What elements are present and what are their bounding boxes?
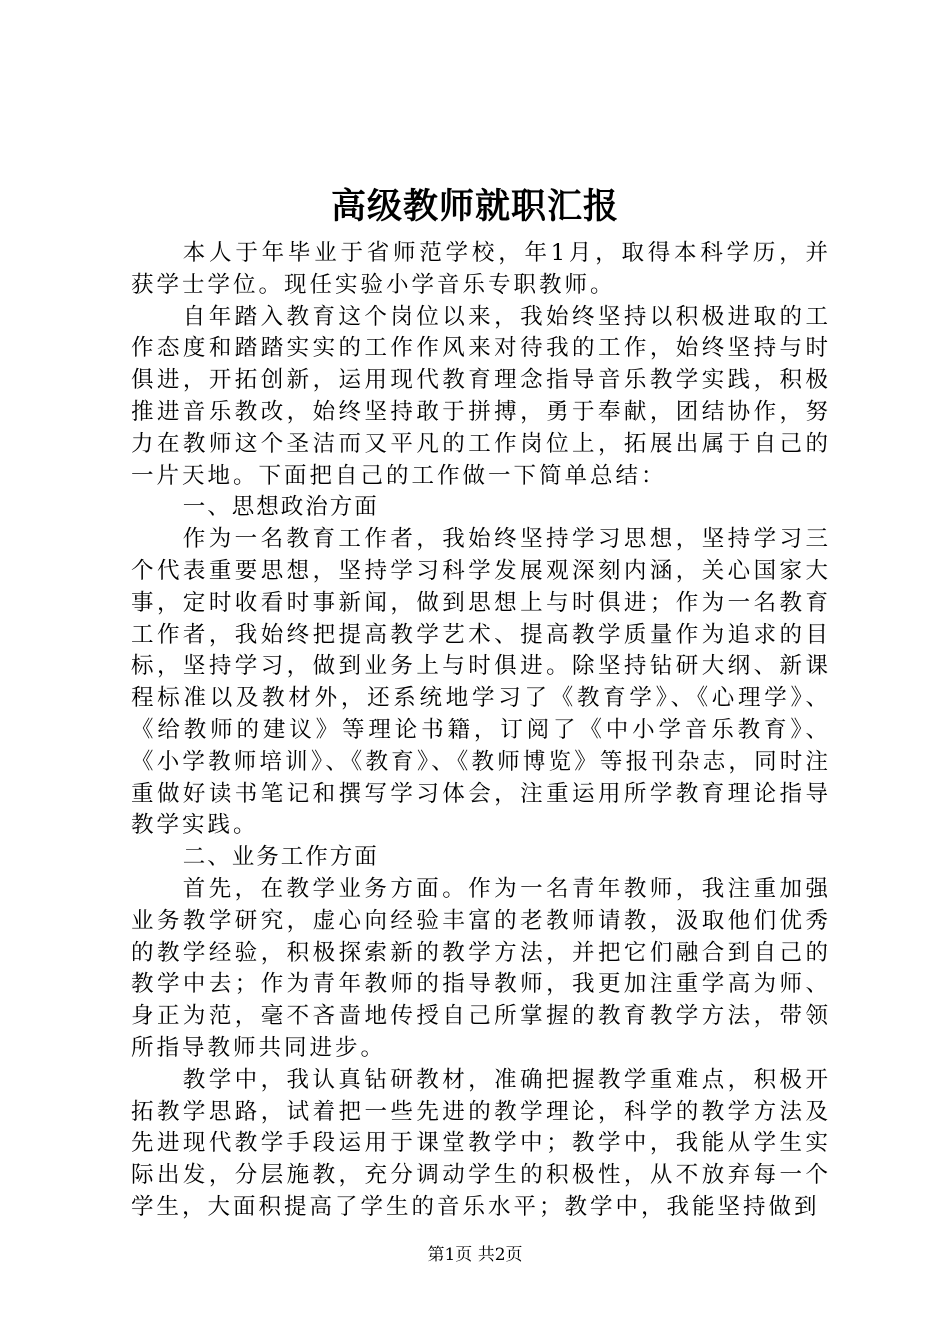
paragraph-intro: 本人于年毕业于省师范学校，年1月，取得本科学历，并获学士学位。现任实验小学音乐专职教师。: [131, 240, 831, 298]
section-heading-work: 二、业务工作方面: [182, 844, 379, 871]
paragraph-teaching-business: 首先，在教学业务方面。作为一名青年教师，我注重加强业务教学研究，虚心向经验丰富的老教师请教，汲取他们优秀的教学经验，积极探索新的教学方法，并把它们融合到自己的教学中去；作为青年教师的指导教师，我更加注重学高为师、身正为范，毫不吝啬地传授自己所掌握的教育教学方法，带领所指导教师共同进步。: [131, 875, 831, 1061]
document-title: 高级教师就职汇报: [330, 186, 619, 227]
section-heading-politics: 一、思想政治方面: [182, 494, 379, 521]
paragraph-overview: 自年踏入教育这个岗位以来，我始终坚持以积极进取的工作态度和踏踏实实的工作作风来对待我的工作，始终坚持与时俱进，开拓创新，运用现代教育理念指导音乐教学实践，积极推进音乐教改，始终坚持敢于拼搏，勇于奉献，团结协作，努力在教师这个圣洁而又平凡的工作岗位上，拓展出属于自己的一片天地。下面把自己的工作做一下简单总结：: [131, 303, 831, 489]
document-body: [131, 238, 831, 1224]
paragraph-politics: 作为一名教育工作者，我始终坚持学习思想，坚持学习三个代表重要思想，坚持学习科学发展观深刻内涵，关心国家大事，定时收看时事新闻，做到思想上与时俱进；作为一名教育工作者，我始终把提高教学艺术、提高教学质量作为追求的目标，坚持学习，做到业务上与时俱进。除坚持钻研大纲、新课程标准以及教材外，还系统地学习了《教育学》、《心理学》、《给教师的建议》等理论书籍，订阅了《中小学音乐教育》、《小学教师培训》、《教育》、《教师博览》等报刊杂志，同时注重做好读书笔记和撰写学习体会，注重运用所学教育理论指导教学实践。: [131, 526, 831, 839]
page-footer: 第1页 共2页: [427, 1245, 523, 1265]
paragraph-teaching-practice: 教学中，我认真钻研教材，准确把握教学重难点，积极开拓教学思路，试着把一些先进的教学理论，科学的教学方法及先进现代教学手段运用于课堂教学中；教学中，我能从学生实际出发，分层施教，充分调动学生的积极性，从不放弃每一个学生，大面积提高了学生的音乐水平；教学中，我能坚持做到: [131, 1066, 831, 1220]
